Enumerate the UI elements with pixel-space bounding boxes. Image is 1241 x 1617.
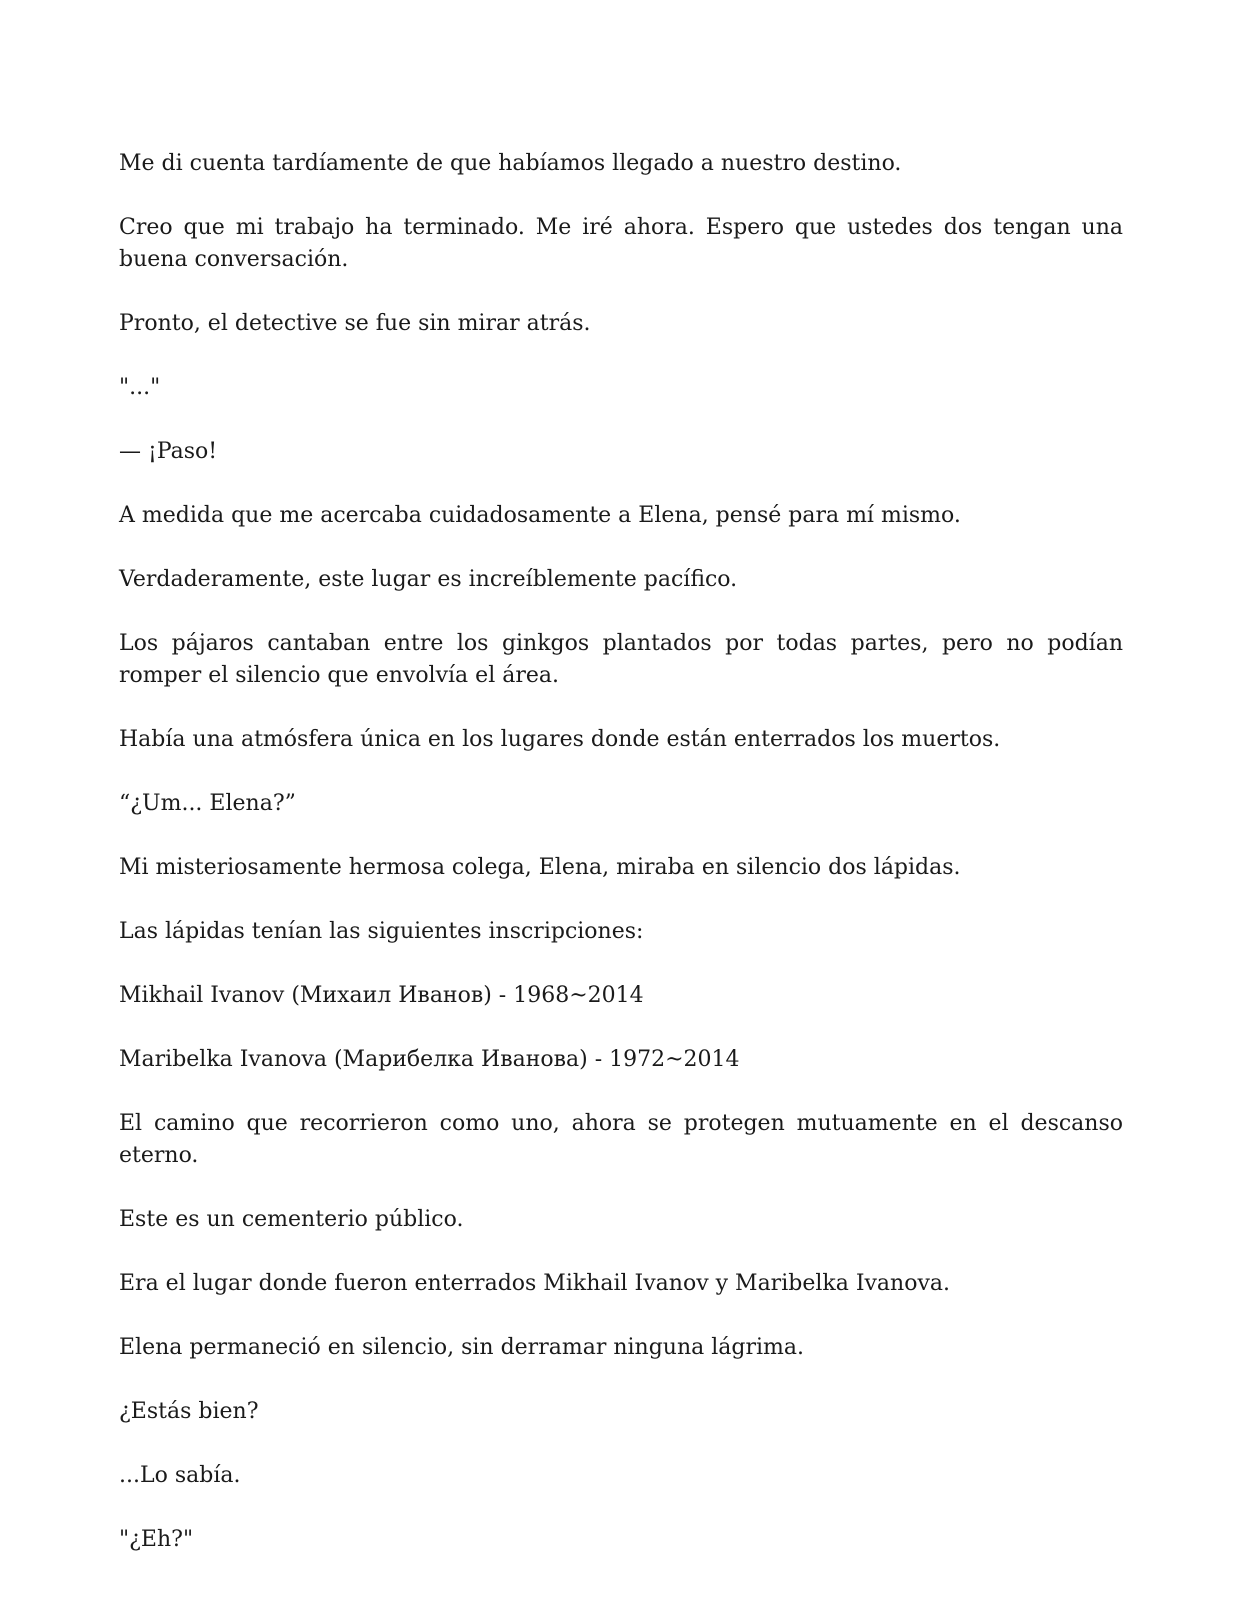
paragraph: Mikhail Ivanov (Михаил Иванов) - 1968~2014	[119, 983, 644, 1008]
document-body	[119, 148, 1123, 1588]
paragraph: "¿Eh?"	[119, 1527, 194, 1552]
paragraph: ...Lo sabía.	[119, 1463, 241, 1488]
paragraph: "..."	[119, 375, 161, 400]
paragraph: Me di cuenta tardíamente de que habíamos llegado a nuestro destino.	[119, 151, 902, 176]
paragraph: Las lápidas tenían las siguientes inscripciones:	[119, 919, 644, 944]
paragraph: Era el lugar donde fueron enterrados Mikhail Ivanov y Maribelka Ivanova.	[119, 1271, 951, 1296]
paragraph: Pronto, el detective se fue sin mirar atrás.	[119, 311, 591, 336]
paragraph: “¿Um... Elena?”	[119, 791, 296, 816]
paragraph: Maribelka Ivanova (Марибелка Иванова) - 1972~2014	[119, 1047, 740, 1072]
paragraph: Mi misteriosamente hermosa colega, Elena, miraba en silencio dos lápidas.	[119, 855, 961, 880]
paragraph: Elena permaneció en silencio, sin derramar ninguna lágrima.	[119, 1335, 804, 1360]
paragraph: Creo que mi trabajo ha terminado. Me iré ahora. Espero que ustedes dos tengan una buena conversación.	[119, 215, 1123, 272]
paragraph: Verdaderamente, este lugar es increíblemente pacífico.	[119, 567, 738, 592]
paragraph: Había una atmósfera única en los lugares donde están enterrados los muertos.	[119, 727, 1001, 752]
paragraph: Este es un cementerio público.	[119, 1207, 464, 1232]
paragraph: — ¡Paso!	[119, 439, 218, 464]
paragraph: ¿Estás bien?	[119, 1399, 259, 1424]
paragraph: Los pájaros cantaban entre los ginkgos plantados por todas partes, pero no podían romper el silencio que envolvía el área.	[119, 631, 1123, 688]
paragraph: El camino que recorrieron como uno, ahora se protegen mutuamente en el descanso eterno.	[119, 1111, 1123, 1168]
paragraph: A medida que me acercaba cuidadosamente a Elena, pensé para mí mismo.	[119, 503, 961, 528]
